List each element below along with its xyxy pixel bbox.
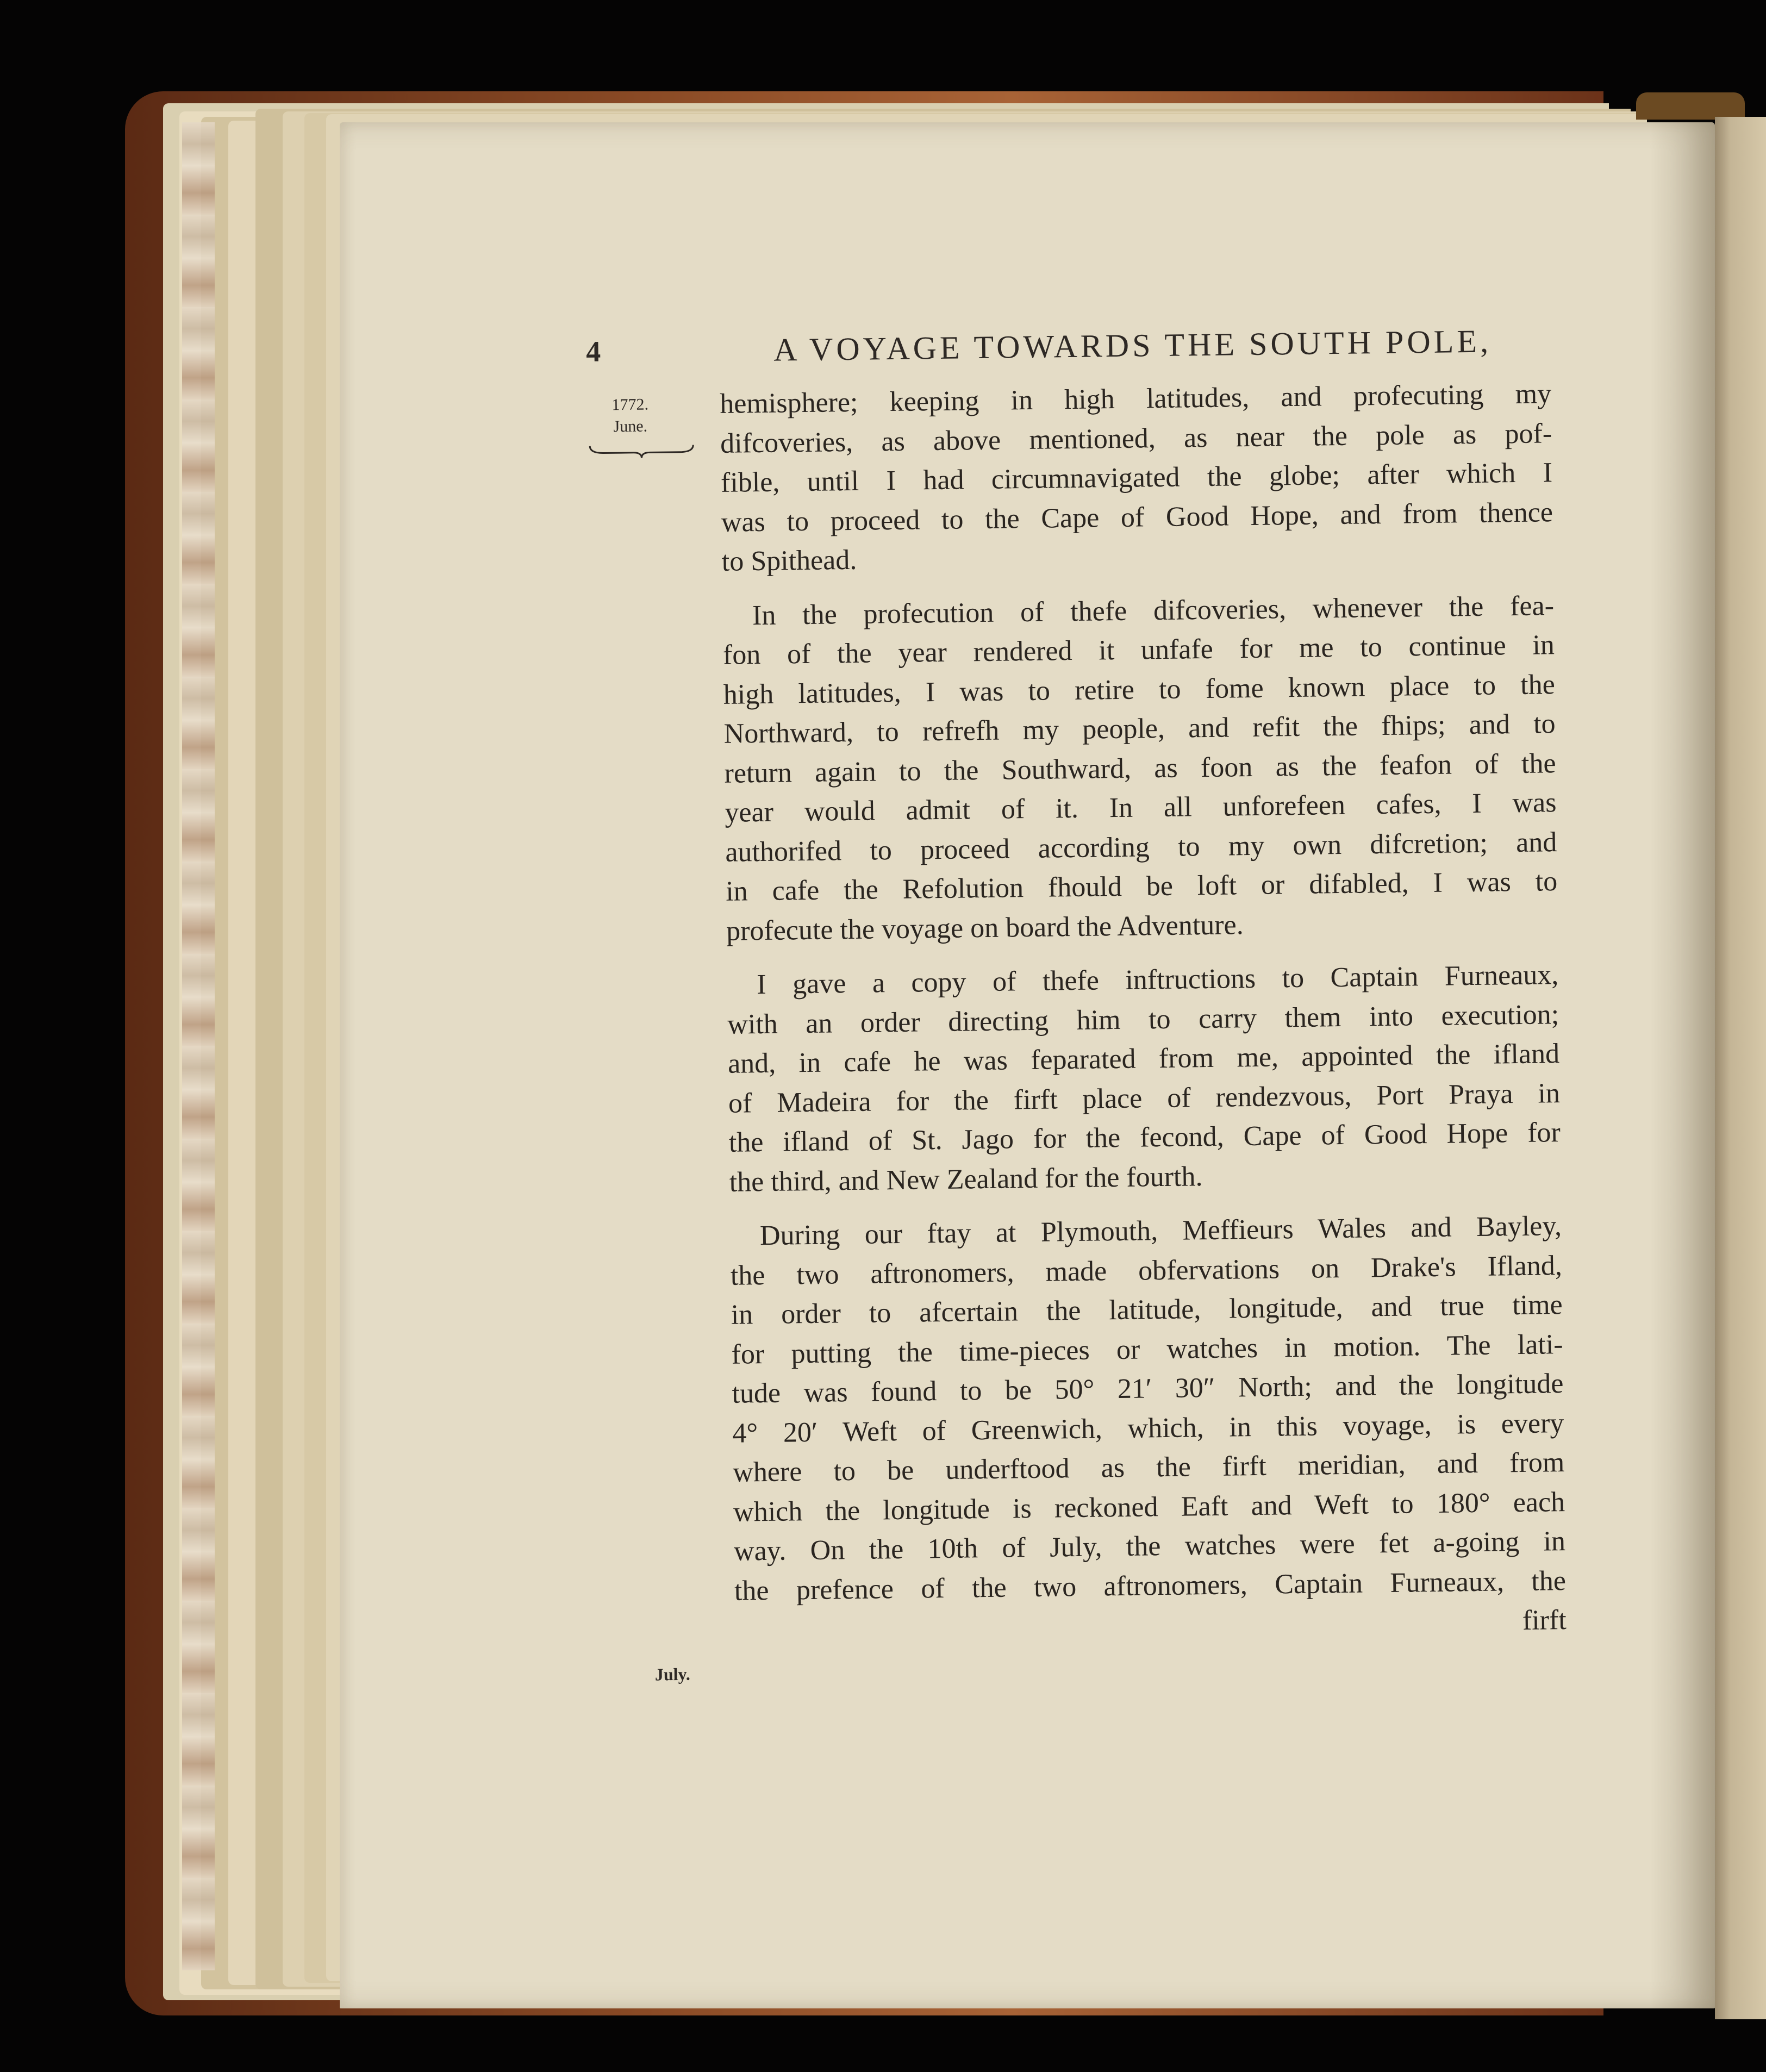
text-line: of Madeira for the firft place of rendezvous, Port Praya in [728, 1077, 1561, 1119]
text-line: which the longitude is reckoned Eaft and Weft to 180° each [733, 1486, 1565, 1528]
text-line: hemisphere; keeping in high latitudes, and profecuting my [719, 378, 1552, 420]
text-line: During our ftay at Plymouth, Meffieurs Wales and Bayley, [759, 1210, 1562, 1252]
page-number: 4 [585, 335, 601, 368]
text-line: I gave a copy of thefe inftructions to Captain Furneaux, [757, 959, 1559, 1001]
paragraph-2 [722, 586, 1558, 951]
text-line: in order to afcertain the latitude, longitude, and true time [731, 1289, 1563, 1331]
text-line: way. On the 10th of July, the watches were fet a-going in [733, 1526, 1566, 1567]
paragraph-3 [727, 956, 1561, 1202]
text-line: 4° 20′ Weft of Greenwich, which, in this voyage, is every [732, 1407, 1564, 1449]
text-line: In the profecution of thefe difcoveries, whenever the fea- [752, 590, 1555, 631]
text-line: difcoveries, as above mentioned, as near the pole as pof- [720, 417, 1552, 459]
text-line: in cafe the Refolution fhould be loft or difabled, I was to [725, 866, 1558, 907]
margin-brace-icon [587, 442, 696, 459]
text-line: high latitudes, I was to retire to fome known place to the [723, 669, 1556, 710]
text-line: where to be underftood as the firft meridian, and from [732, 1447, 1565, 1488]
text-line: tude was found to be 50° 21′ 30″ North; and the longitude [732, 1368, 1564, 1409]
text-line: authorifed to proceed according to my own difcretion; and [725, 826, 1557, 868]
text-line: the two aftronomers, made obfervations on Drake's Ifland, [730, 1250, 1563, 1291]
text-line: for putting the time-pieces or watches in motion. The lati- [731, 1328, 1563, 1370]
margin-month: June. [613, 417, 648, 436]
text-line: profecute the voyage on board the Adventure. [726, 909, 1244, 947]
catchword: firft [1522, 1604, 1567, 1636]
marbled-endpaper [182, 122, 215, 1970]
paragraph-4 [730, 1207, 1567, 1650]
text-line: the prefence of the two aftronomers, Captain Furneaux, the [734, 1565, 1567, 1607]
text-line: was to proceed to the Cape of Good Hope, and from thence [721, 496, 1553, 538]
text-line: the ifland of St. Jago for the fecond, Cape of Good Hope for [728, 1117, 1561, 1158]
text-line: and, in cafe he was feparated from me, appointed the ifland [727, 1038, 1560, 1079]
text-line: the third, and New Zealand for the fourth. [729, 1160, 1203, 1198]
text-line: Northward, to refrefh my people, and refit the fhips; and to [723, 708, 1556, 750]
body-text [720, 375, 1567, 1650]
margin-month-july: July. [654, 1664, 690, 1684]
text-line: return again to the Southward, as foon as the feafon of the [724, 747, 1556, 789]
page-text-area [340, 122, 1715, 2008]
text-line: year would admit of it. In all unforefeen cafes, I was [725, 787, 1557, 828]
paragraph-1 [720, 375, 1553, 582]
facing-page-edge [1715, 117, 1766, 2019]
text-line: fible, until I had circumnavigated the globe; after which I [720, 457, 1553, 498]
margin-date [597, 394, 663, 438]
margin-year: 1772. [611, 395, 649, 414]
running-head: A VOYAGE TOWARDS THE SOUTH POLE, [773, 323, 1492, 368]
text-line: fon of the year rendered it unfafe for me to continue in [722, 629, 1555, 671]
text-line: with an order directing him to carry them into execution; [727, 998, 1559, 1040]
book-page [340, 122, 1715, 2008]
spine-top [1636, 92, 1745, 120]
text-line: to Spithead. [721, 544, 857, 577]
